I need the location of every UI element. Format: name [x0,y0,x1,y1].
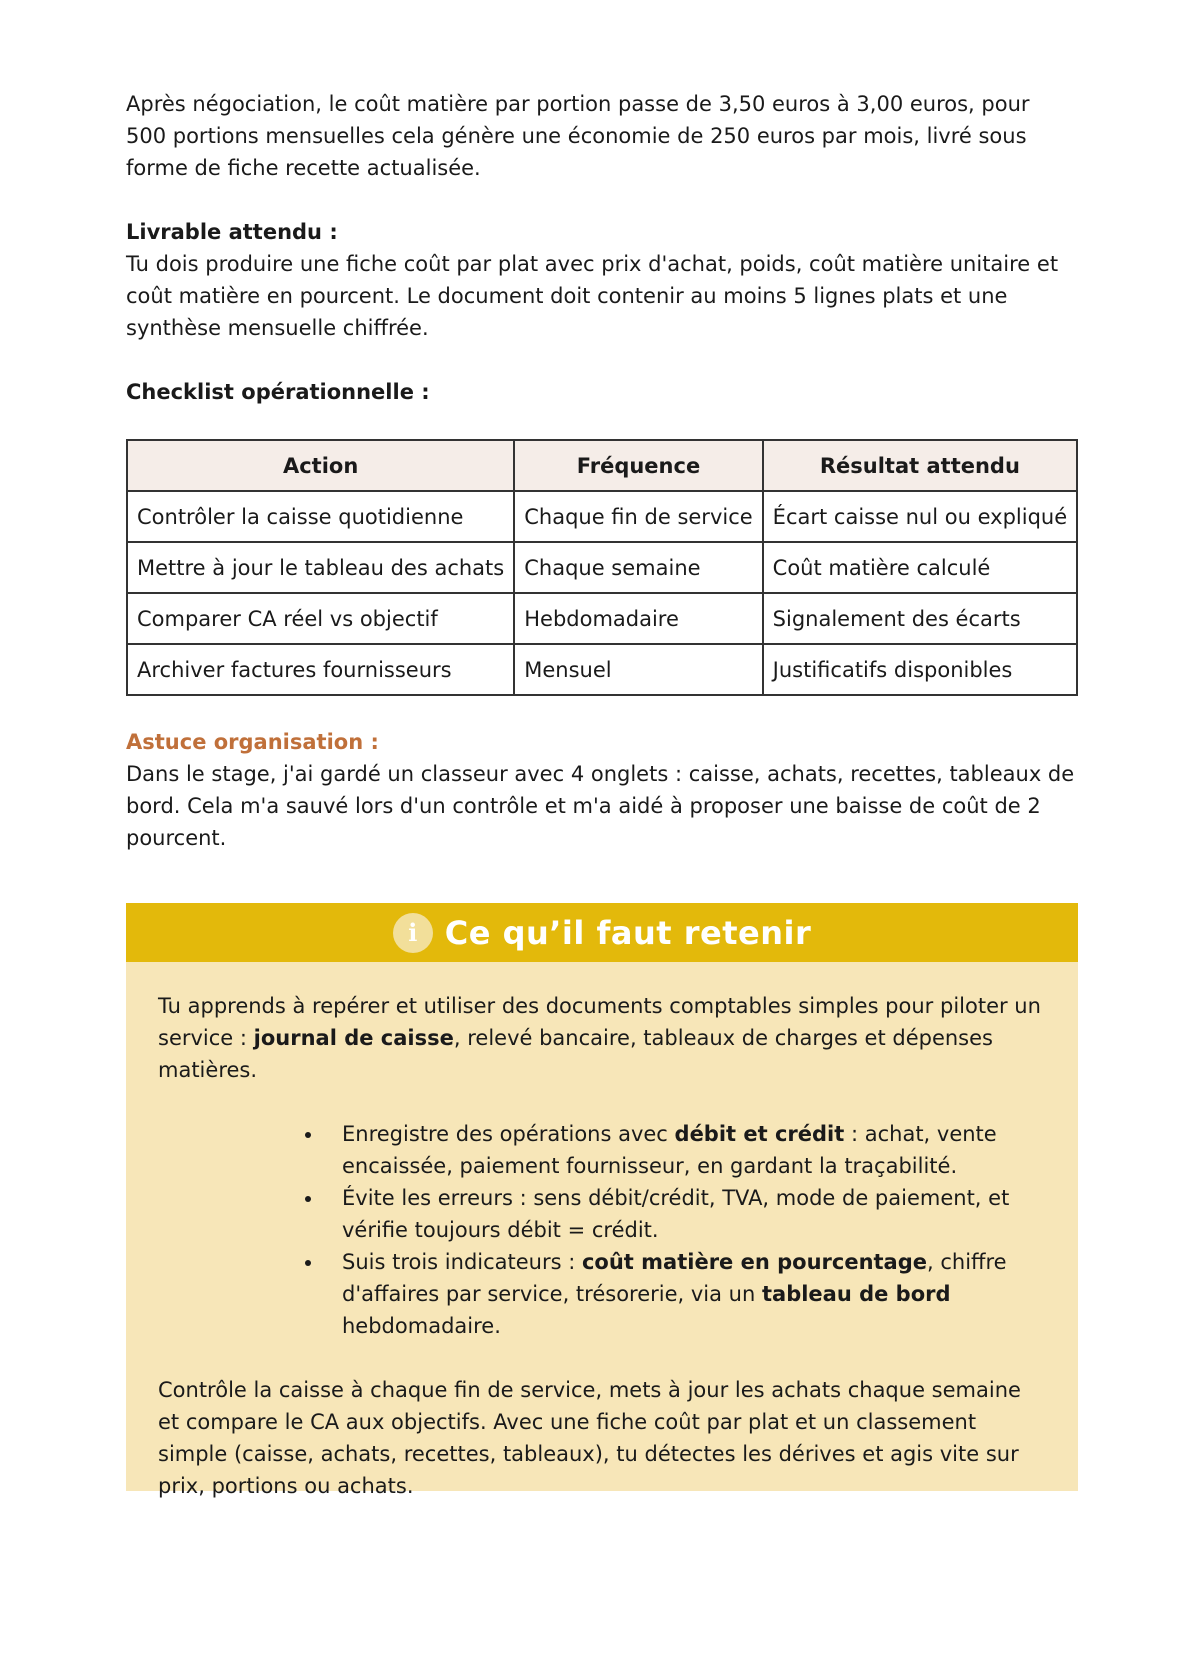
list-item: • Suis trois indicateurs : coût matière en pourcentage, chiffre d'affaires par service, trésorerie, via un tableau de bord hebdomadaire. [324,1246,1046,1342]
table-cell: Coût matière calculé [763,542,1077,593]
table-cell: Chaque semaine [514,542,762,593]
table-header-row [127,440,1077,491]
livrable-title: Livrable attendu : [126,220,338,244]
intro-paragraph: Après négociation, le coût matière par portion passe de 3,50 euros à 3,00 euros, pour 500 portions mensuelles cela génère une économie de 250 euros par mois, livré sous forme de fiche recette actualisée. [126,92,1030,180]
table-cell: Mettre à jour le tableau des achats [127,542,514,593]
info-icon: i [393,913,433,953]
highlight-journal: journal de caisse [253,1026,454,1050]
table-cell: Justificatifs disponibles [763,644,1077,695]
retenir-paragraph-2: Contrôle la caisse à chaque fin de service, mets à jour les achats chaque semaine et compare le CA aux objectifs. Avec une fiche coût par plat et un classement simple (caisse, achats, recettes, tableaux), tu détectes les dérives et agis vite sur prix, portions ou achats. [158,1378,1021,1498]
table-cell: Mensuel [514,644,762,695]
list-item: • Enregistre des opérations avec débit et crédit : achat, vente encaissée, paiement fournisseur, en gardant la traçabilité. [324,1118,1046,1182]
table-cell: Chaque fin de service [514,491,762,542]
astuce-title: Astuce organisation : [126,730,379,754]
table-cell: Archiver factures fournisseurs [127,644,514,695]
table-cell: Signalement des écarts [763,593,1077,644]
list-item: • Évite les erreurs : sens débit/crédit, TVA, mode de paiement, et vérifie toujours débit = crédit. [324,1182,1046,1246]
table-cell: Contrôler la caisse quotidienne [127,491,514,542]
retenir-box [126,903,1078,1498]
table-cell: Écart caisse nul ou expliqué [763,491,1077,542]
retenir-body [126,962,1078,1502]
table-row [127,491,1077,542]
table-row [127,542,1077,593]
astuce-text: Dans le stage, j'ai gardé un classeur avec 4 onglets : caisse, achats, recettes, tableaux de bord. Cela m'a sauvé lors d'un contrôle et m'a aidé à proposer une baisse de coût de 2 pourcent. [126,762,1075,850]
retenir-header [126,903,1078,962]
column-header-action: Action [127,440,514,491]
livrable-text: Tu dois produire une fiche coût par plat avec prix d'achat, poids, coût matière unitaire et coût matière en pourcent. Le document doit contenir au moins 5 lignes plats et une synthèse mensuelle chiffrée. [126,252,1059,340]
checklist-table [126,439,1078,696]
retenir-title: Ce qu’il faut retenir [444,913,812,952]
retenir-bullet-list [158,1118,1046,1342]
table-cell: Comparer CA réel vs objectif [127,593,514,644]
retenir-paragraph-1: Tu apprends à repérer et utiliser des documents comptables simples pour piloter un service : journal de caisse, relevé bancaire, tableaux de charges et dépenses matières. [158,994,1041,1082]
table-cell: Hebdomadaire [514,593,762,644]
column-header-frequence: Fréquence [514,440,762,491]
table-row [127,644,1077,695]
checklist-title: Checklist opérationnelle : [126,380,430,404]
document-page [126,88,1076,854]
table-row [127,593,1077,644]
column-header-resultat: Résultat attendu [763,440,1077,491]
